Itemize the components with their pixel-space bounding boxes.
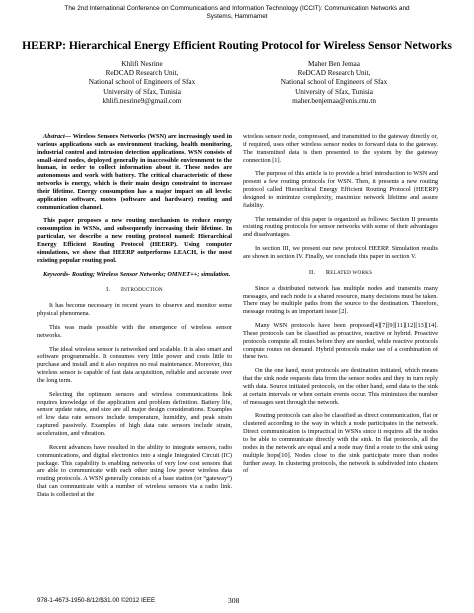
author-name: Maher Ben Jemaa [308, 60, 360, 68]
section-heading-introduction: I. INTRODUCTION [106, 286, 163, 294]
paragraph: Since a distributed network has multiple nodes and transmits many messages, and each node is a shared resource, many decisions must be taken. There may be multiple paths from the source to the destination. Therefore, message routing is an important issue [2]. [243, 284, 438, 316]
paragraph: This was made possible with the emergence of wireless sensor networks. [37, 323, 232, 339]
author-block-1 [52, 60, 232, 106]
author-block-2 [244, 60, 424, 106]
author-name: Khlifi Nesrine [121, 60, 163, 68]
abstract-continued: This paper proposes a new routing mechanism to reduce energy consumption in WSNs, and subsequently increasing their lifetime. In particular, we describe a new routing protocol named: Hierarchical Energy Efficient Routing Protocol (HEERP). Using computer simulations, we show that HEERP outperforms LEACH, is the most existing popular routing pool. [37, 217, 232, 264]
paragraph: Many WSN protocols have been proposed[4][7][9][11][12][13][14]. These protocols can be classified as proactive, reactive or hybrid. Proactive protocols compute all routes before they are needed, while reactive protocols compute routes on demand. Hybrid protocols make use of a combination of these two. [243, 322, 438, 361]
conference-header [60, 5, 414, 20]
conference-line-1: The 2nd International Conference on Communications and Information Technology (ICCIT): Communication Networks and [64, 5, 410, 12]
page-number: 308 [228, 596, 240, 605]
keywords: Keywords- Routing; Wireless Sensor Networks; OMNET++; simulation. [43, 270, 231, 278]
paragraph: Routing protocols can also be classified as direct communication, flat or clustered according to the way in which a node participates in the network. Direct communication is impractical in WSNs since it requires all the nodes to be able to communicate directly with the sink. In flat protocols, all the nodes in the network are equal and a node may find a route to the sink using multiple hops[10]. Nodes close to the sink participate more than nodes further away. In clustering protocols, the network is subdivided into clusters of [243, 412, 438, 475]
author-email: khlifi.nesrine9@gmail.com [102, 96, 182, 105]
author-unit: ReDCAD Research Unit, [105, 69, 179, 78]
copyright-notice: 978-1-4673-1950-8/12/$31.00 ©2012 IEEE [37, 597, 156, 604]
abstract-label: Abstract [43, 133, 65, 140]
paragraph: On the one hand, most protocols are destination initiated, which means that the sink node requests data from the sensor nodes and they in turn reply with data. Source initiated protocols, on the other hand, send data to the sink at certain intervals or when certain events occur. This minimizes the number of messages sent through the network. [243, 367, 438, 406]
author-school: National school of Engineers of Sfax [88, 78, 196, 87]
paragraph: Selecting the optimum sensors and wireless communications link requires knowledge of the application and problem definition. Battery life, sensor update rates, and size are all major design considerations. Examples of low data rate sensors include temperature, humidity, and peak strain captured passively. Examples of high data rate sensors include strain, acceleration, and vibration. [37, 390, 232, 437]
right-column [243, 133, 438, 481]
author-email: maher.benjemaa@enis.rnu.tn [292, 96, 376, 105]
abstract-text: — Wireless Sensors Networks (WSN) are increasingly used in various applications such as environment tracking, health monitoring, industrial control and intrusion detection applications. WSN consists of small-sized nodes, deployed generally in inaccessible environment to the human, in order to collect information about it. These nodes are autonomous and work with battery. The critical characteristic of these networks is energy, which is their main design constraint to increase their lifetime. Energy consumption has a major impact on all levels: application software, motes (software and hardware) routing and communication channel. [37, 133, 232, 211]
paragraph: The ideal wireless sensor is networked and scalable. It is also smart and software programmable. It consumes very little power and costs little to purchase and install and it also requires no real maintenance. Moreover, this wireless sensor is capable of fast data acquisition, reliable and accurate over the long term. [37, 345, 232, 384]
paragraph: The purpose of this article is to provide a brief introduction to WSN and present a few routing protocols for WSN. Then, it presents a new routing protocol called Hierarchical Energy Efficient Routing Protocol (HEERP) designed to minimize complexity, maximize network lifetime and assure fiability. [243, 170, 438, 209]
paragraph: The remainder of this paper is organized as follows: Section II presents existing routing protocols for sensor networks with some of their advantages and disadvantages. [243, 215, 438, 239]
left-column [37, 133, 232, 505]
section-heading-related-works: II. RELATED WORKS [308, 268, 373, 276]
paragraph: It has become necessary in recent years to observe and monitor some physical phenomena. [37, 302, 232, 318]
paragraph: Recent advances have resulted in the ability to integrate sensors, radio communications, and digital electronics into a single Integrated Circuit (IC) package. This capability is enabling networks of very low cost sensors that are able to communicate with each other using low power wireless data routing protocols. A WSN generally consists of a base station (or “gateway”) that can communicate with a number of wireless sensors via a radio link. Data is collected at the [37, 443, 232, 498]
abstract [37, 133, 232, 211]
conference-line-2: Systems, Hammamet [206, 12, 268, 20]
author-school: National school of Engineers of Sfax [280, 78, 388, 87]
author-unit: ReDCAD Research Unit, [297, 69, 371, 78]
author-university: University of Sfax, Tunisia [103, 87, 181, 96]
paper-title: HEERP: Hierarchical Energy Efficient Routing Protocol for Wireless Sensor Networks [22, 39, 452, 52]
author-university: University of Sfax, Tunisia [295, 87, 373, 96]
paragraph: wireless sensor node, compressed, and transmitted to the gateway directly or, if required, uses other wireless sensor nodes to forward data to the gateway. The transmitted data is then presented to the system by the gateway connection [1]. [243, 133, 438, 164]
paragraph: In section III, we present our new protocol HEERP. Simulation results are shown in section IV. Finally, we conclude this paper in section V. [243, 245, 438, 260]
